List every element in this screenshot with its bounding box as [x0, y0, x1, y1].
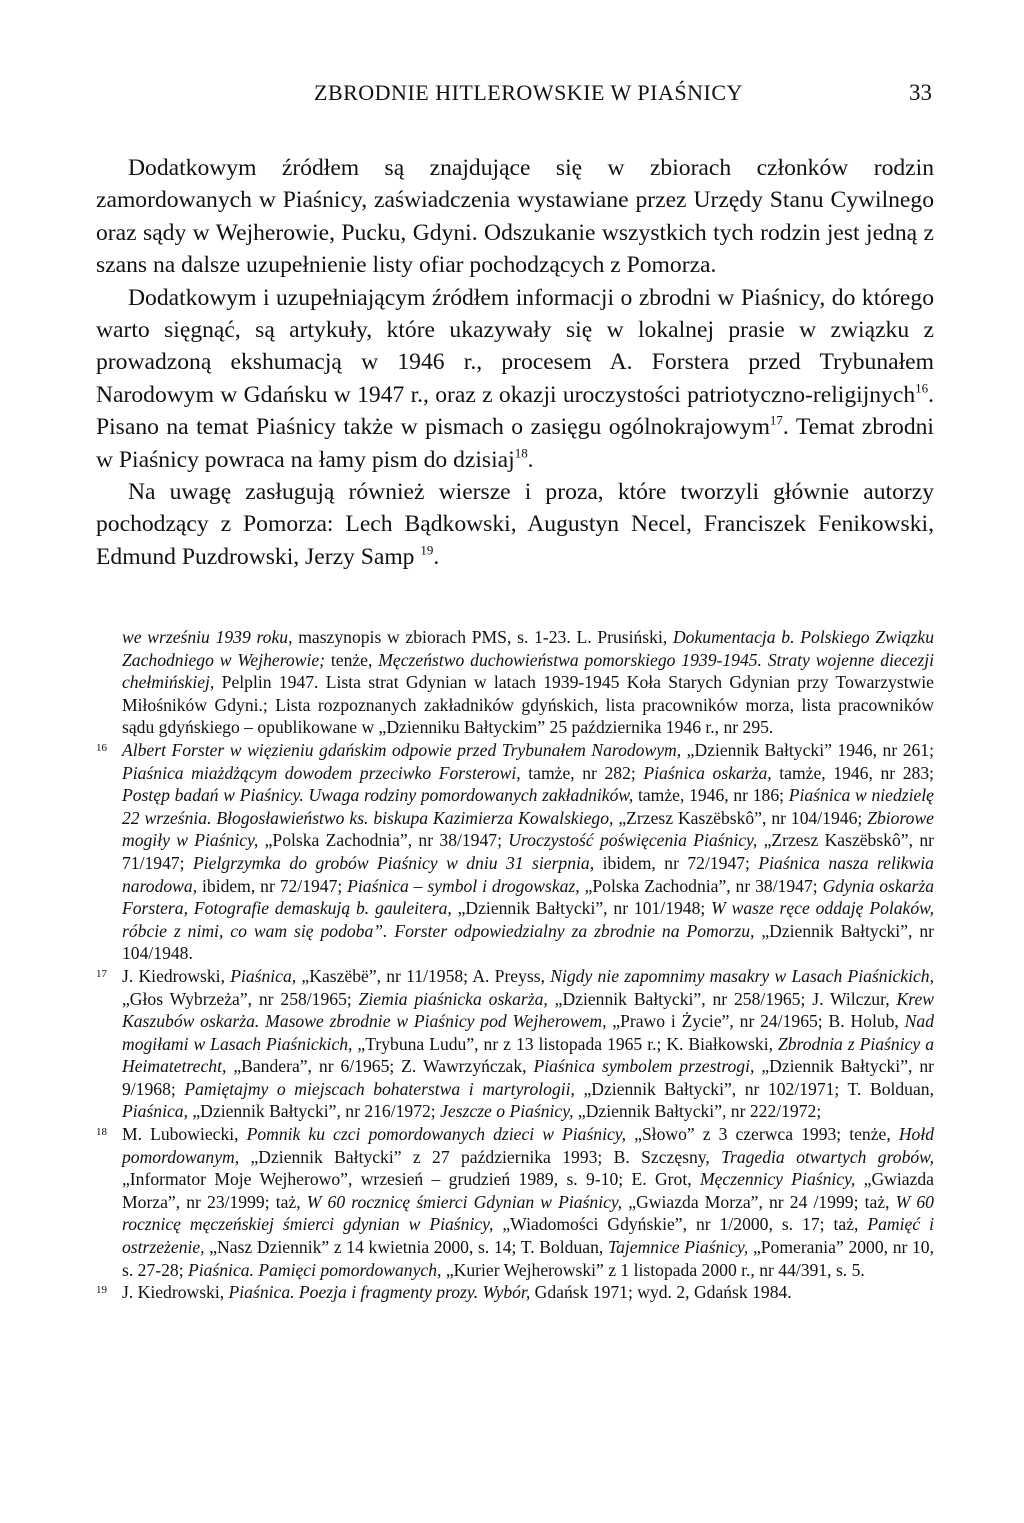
footnote-ref-16[interactable]: 16 [915, 380, 929, 396]
footnote-number: 17 [96, 967, 107, 980]
main-text [96, 152, 934, 573]
footnote-number: 18 [96, 1126, 107, 1139]
paragraph-2-text-c: . Temat zbrodni w Piaśnicy powraca na łamy pism do dzisiaj [96, 414, 934, 473]
footnote-16: 16 Albert Forster w więzieniu gdańskim odpowie przed Trybunałem Narodowym, „Dziennik Bałtycki” 1946, nr 261; Piaśnica miażdżącym dowodem przeciwko Forsterowi, tamże, nr 282; Piaśnica oskarża, tamże, 1946, nr 283; Postęp badań w Piaśnicy. Uwaga rodziny pomordowanych zakładników, tamże, 1946, nr 186; Piaśnica w niedzielę 22 września. Błogosławieństwo ks. biskupa Kazimierza Kowalskiego, „Zrzesz Kaszëbskô”, nr 104/1946; Zbiorowe mogiły w Piaśnicy, „Polska Zachodnia”, nr 38/1947; Uroczystość poświęcenia Piaśnicy, „Zrzesz Kaszëbskô”, nr 71/1947; Pielgrzymka do grobów Piaśnicy w dniu 31 sierpnia, ibidem, nr 72/1947; Piaśnica nasza relikwia narodowa, ibidem, nr 72/1947; Piaśnica – symbol i drogowskaz, „Polska Zachodnia”, nr 38/1947; Gdynia oskarża Forstera, Fotografie demaskują b. gauleitera, „Dziennik Bałtycki”, nr 101/1948; W wasze ręce oddaję Polaków, róbcie z nimi, co wam się podoba”. Forster odpowiedzialny za zbrodnie na Pomorzu, „Dziennik Bałtycki”, nr 104/1948. [96, 739, 934, 965]
paragraph-2 [96, 282, 934, 476]
footnote-ref-19[interactable]: 19 [420, 542, 434, 558]
footnote-18: 18 M. Lubowiecki, Pomnik ku czci pomordowanych dzieci w Piaśnicy, „Słowo” z 3 czerwca 1993; tenże, Hołd pomordowanym, „Dziennik Bałtycki” z 27 października 1993; B. Szczęsny, Tragedia otwartych grobów, „Informator Moje Wejherowo”, wrzesień – grudzień 1989, s. 9-10; E. Grot, Męczennicy Piaśnicy, „Gwiazda Morza”, nr 23/1999; taż, W 60 rocznicę śmierci Gdynian w Piaśnicy, „Gwiazda Morza”, nr 24 /1999; taż, W 60 rocznicę męczeńskiej śmierci gdynian w Piaśnicy, „Wiadomości Gdyńskie”, nr 1/2000, s. 17; taż, Pamięć i ostrzeżenie, „Nasz Dziennik” z 14 kwietnia 2000, s. 14; T. Bolduan, Tajemnice Piaśnicy, „Pomerania” 2000, nr 10, s. 27-28; Piaśnica. Pamięci pomordowanych, „Kurier Wejherowski” z 1 listopada 2000 r., nr 44/391, s. 5. [96, 1123, 934, 1281]
paragraph-3-text-a: Na uwagę zasługują również wiersze i proza, które tworzyli głównie autorzy pochodzący z Pomorza: Lech Bądkowski, Augustyn Necel, Franciszek Fenikowski, Edmund Puzdrowski, Jerzy Samp [96, 479, 934, 570]
footnote-continuation: we wrześniu 1939 roku, maszynopis w zbiorach PMS, s. 1-23. L. Prusiński, Dokumentacja b. Polskiego Związku Zachodniego w Wejherowie; tenże, Męczeństwo duchowieństwa pomorskiego 1939-1945. Straty wojenne diecezji chełmińskiej, Pelplin 1947. Lista strat Gdynian w latach 1939-1945 Koła Starych Gdynian przy Towarzystwie Miłośników Gdyni.; Lista rozpoznanych zakładników gdyńskich, lista pracowników morza, lista pracowników sądu gdyńskiego – opublikowane w „Dzienniku Bałtyckim” 25 października 1946 r., nr 295. [122, 627, 934, 738]
paragraph-2-text-b: . Pisano na temat Piaśnicy także w pismach o zasięgu ogólnokrajowym [96, 381, 934, 441]
paragraph-1 [96, 152, 934, 282]
running-header [96, 80, 932, 106]
paragraph-1-text: Dodatkowym źródłem są znajdujące się w zbiorach członków rodzin zamordowanych w Piaśnicy, zaświadczenia wystawiane przez Urzędy Stanu Cywilnego oraz sądy w Wejherowie, Pucku, Gdyni. Odszukanie wszystkich tych rodzin jest jedną z szans na dalsze uzupełnienie listy ofiar pochodzących z Pomorza. [96, 155, 934, 279]
footnote-ref-18[interactable]: 18 [514, 444, 528, 460]
page-number: 33 [909, 80, 932, 105]
footnote-number: 19 [96, 1284, 107, 1297]
paragraph-3-text-b: . [433, 543, 440, 570]
footnote-number: 16 [96, 741, 107, 754]
footnote-17: 17 J. Kiedrowski, Piaśnica, „Kaszëbë”, nr 11/1958; A. Preyss, Nigdy nie zapomnimy masakry w Lasach Piaśnickich, „Głos Wybrzeża”, nr 258/1965; Ziemia piaśnicka oskarża, „Dziennik Bałtycki”, nr 258/1965; J. Wilczur, Krew Kaszubów oskarża. Masowe zbrodnie w Piaśnicy pod Wejherowem, „Prawo i Życie”, nr 24/1965; B. Holub, Nad mogiłami w Lasach Piaśnickich, „Trybuna Ludu”, nr z 13 listopada 1965 r.; K. Białkowski, Zbrodnia z Piaśnicy a Heimatetrecht, „Bandera”, nr 6/1965; Z. Wawrzyńczak, Piaśnica symbolem przestrogi, „Dziennik Bałtycki”, nr 9/1968; Pamiętajmy o miejscach bohaterstwa i martyrologii, „Dziennik Bałtycki”, nr 102/1971; T. Bolduan, Piaśnica, „Dziennik Bałtycki”, nr 216/1972; Jeszcze o Piaśnicy, „Dziennik Bałtycki”, nr 222/1972; [96, 965, 934, 1123]
footnote-19: 19 J. Kiedrowski, Piaśnica. Poezja i fragmenty prozy. Wybór, Gdańsk 1971; wyd. 2, Gdańsk 1984. [96, 1281, 934, 1304]
footnotes [96, 626, 934, 1304]
paragraph-3 [96, 476, 934, 573]
header-title: ZBRODNIE HITLEROWSKIE W PIAŚNICY [314, 80, 743, 105]
paragraph-2-text-a: Dodatkowym i uzupełniającym źródłem informacji o zbrodni w Piaśnicy, do którego warto sięgnąć, są artykuły, które ukazywały się w lokalnej prasie w związku z prowadzoną ekshumacją w 1946 r., procesem A. Forstera przed Trybunałem Narodowym w Gdańsku w 1947 r., oraz z okazji uroczystości patriotyczno-religijnych [96, 284, 934, 408]
footnote-ref-17[interactable]: 17 [769, 412, 783, 428]
paragraph-2-text-d: . [527, 446, 534, 473]
